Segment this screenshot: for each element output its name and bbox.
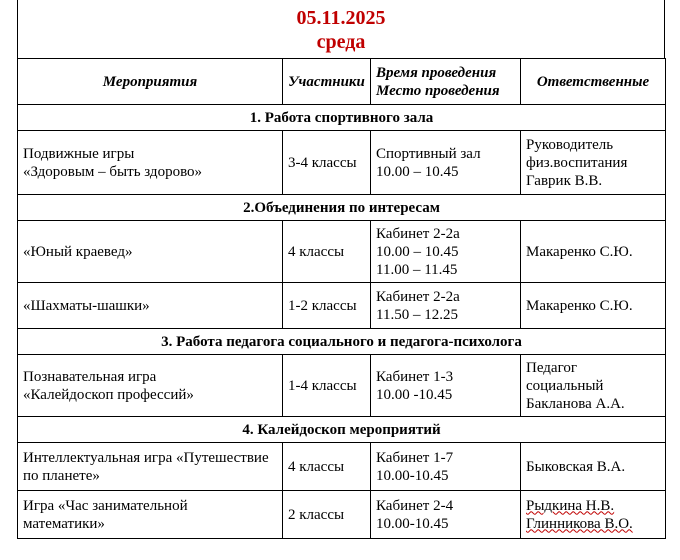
responsible-cell bbox=[521, 355, 666, 417]
responsible-line: Бакланова А.А. bbox=[526, 395, 625, 412]
responsible-line: Глинникова В.О. bbox=[526, 515, 633, 532]
event-line: «Юный краевед» bbox=[23, 243, 133, 260]
event-cell bbox=[18, 283, 283, 329]
participants-cell: 4 классы bbox=[283, 443, 371, 491]
place-time-cell bbox=[371, 491, 521, 539]
table-row bbox=[18, 443, 666, 491]
responsible-cell bbox=[521, 443, 666, 491]
section-title: 2.Объединения по интересам bbox=[18, 195, 666, 221]
place-time-cell bbox=[371, 283, 521, 329]
schedule-body bbox=[18, 105, 666, 539]
responsible-cell bbox=[521, 491, 666, 539]
schedule-date: 05.11.2025 bbox=[296, 7, 386, 29]
place-time-line: 10.00-10.45 bbox=[376, 515, 449, 532]
event-cell bbox=[18, 443, 283, 491]
responsible-line: Быковская В.А. bbox=[526, 458, 626, 475]
responsible-cell bbox=[521, 283, 666, 329]
place-time-line: Кабинет 1-7 bbox=[376, 449, 454, 466]
responsible-line: Рыдкина Н.В. bbox=[526, 497, 615, 514]
place-time-line: 11.00 – 11.45 bbox=[376, 261, 458, 278]
event-line: математики» bbox=[23, 515, 105, 532]
section-row bbox=[18, 329, 666, 355]
schedule-table bbox=[17, 58, 666, 539]
place-time-line: 11.50 – 12.25 bbox=[376, 306, 458, 323]
event-line: Игра «Час занимательной bbox=[23, 497, 188, 514]
responsible-line: Гаврик В.В. bbox=[526, 172, 603, 189]
section-row bbox=[18, 417, 666, 443]
schedule-weekday: среда bbox=[316, 31, 366, 53]
event-line: Познавательная игра bbox=[23, 368, 157, 385]
place-time-line: Кабинет 2-4 bbox=[376, 497, 454, 514]
place-time-line: 10.00-10.45 bbox=[376, 467, 449, 484]
place-time-cell bbox=[371, 355, 521, 417]
place-time-line: Кабинет 2-2а bbox=[376, 288, 460, 305]
place-time-line: Кабинет 1-3 bbox=[376, 368, 454, 385]
responsible-line: Макаренко С.Ю. bbox=[526, 297, 633, 314]
col-header-participants: Участники bbox=[283, 59, 371, 105]
event-line: по планете» bbox=[23, 467, 100, 484]
responsible-line: физ.воспитания bbox=[526, 154, 628, 171]
event-cell bbox=[18, 355, 283, 417]
event-line: «Шахматы-шашки» bbox=[23, 297, 150, 314]
header-row bbox=[18, 59, 666, 105]
col-header-time: Время проведения bbox=[376, 64, 497, 81]
place-time-cell bbox=[371, 443, 521, 491]
responsible-line: Педагог bbox=[526, 359, 578, 376]
responsible-line: социальный bbox=[526, 377, 604, 394]
section-row bbox=[18, 105, 666, 131]
section-title: 1. Работа спортивного зала bbox=[18, 105, 666, 131]
event-line: «Калейдоскоп профессий» bbox=[23, 386, 194, 403]
place-time-line: 10.00 -10.45 bbox=[376, 386, 453, 403]
place-time-line: Кабинет 2-2а bbox=[376, 225, 460, 242]
col-header-time-place bbox=[371, 59, 521, 105]
col-header-events: Мероприятия bbox=[18, 59, 283, 105]
event-cell bbox=[18, 221, 283, 283]
responsible-cell bbox=[521, 131, 666, 195]
responsible-line: Руководитель bbox=[526, 136, 614, 153]
table-row bbox=[18, 283, 666, 329]
table-row bbox=[18, 131, 666, 195]
responsible-line: Макаренко С.Ю. bbox=[526, 243, 633, 260]
place-time-line: 10.00 – 10.45 bbox=[376, 243, 459, 260]
participants-cell: 2 классы bbox=[283, 491, 371, 539]
participants-cell: 4 классы bbox=[283, 221, 371, 283]
place-time-line: 10.00 – 10.45 bbox=[376, 163, 459, 180]
section-title: 3. Работа педагога социального и педагога-психолога bbox=[18, 329, 666, 355]
section-title: 4. Калейдоскоп мероприятий bbox=[18, 417, 666, 443]
event-line: Подвижные игры bbox=[23, 145, 135, 162]
event-line: Интеллектуальная игра «Путешествие bbox=[23, 449, 269, 466]
participants-cell: 1-4 классы bbox=[283, 355, 371, 417]
table-row bbox=[18, 355, 666, 417]
table-row bbox=[18, 491, 666, 539]
schedule-title bbox=[17, 0, 665, 58]
participants-cell: 1-2 классы bbox=[283, 283, 371, 329]
section-row bbox=[18, 195, 666, 221]
place-time-cell bbox=[371, 131, 521, 195]
table-row bbox=[18, 221, 666, 283]
event-line: «Здоровым – быть здорово» bbox=[23, 163, 203, 180]
schedule-sheet bbox=[17, 0, 665, 560]
event-cell bbox=[18, 491, 283, 539]
place-time-cell bbox=[371, 221, 521, 283]
col-header-responsible: Ответственные bbox=[521, 59, 666, 105]
event-cell bbox=[18, 131, 283, 195]
col-header-place: Место проведения bbox=[376, 82, 500, 99]
participants-cell: 3-4 классы bbox=[283, 131, 371, 195]
place-time-line: Спортивный зал bbox=[376, 145, 481, 162]
responsible-cell bbox=[521, 221, 666, 283]
